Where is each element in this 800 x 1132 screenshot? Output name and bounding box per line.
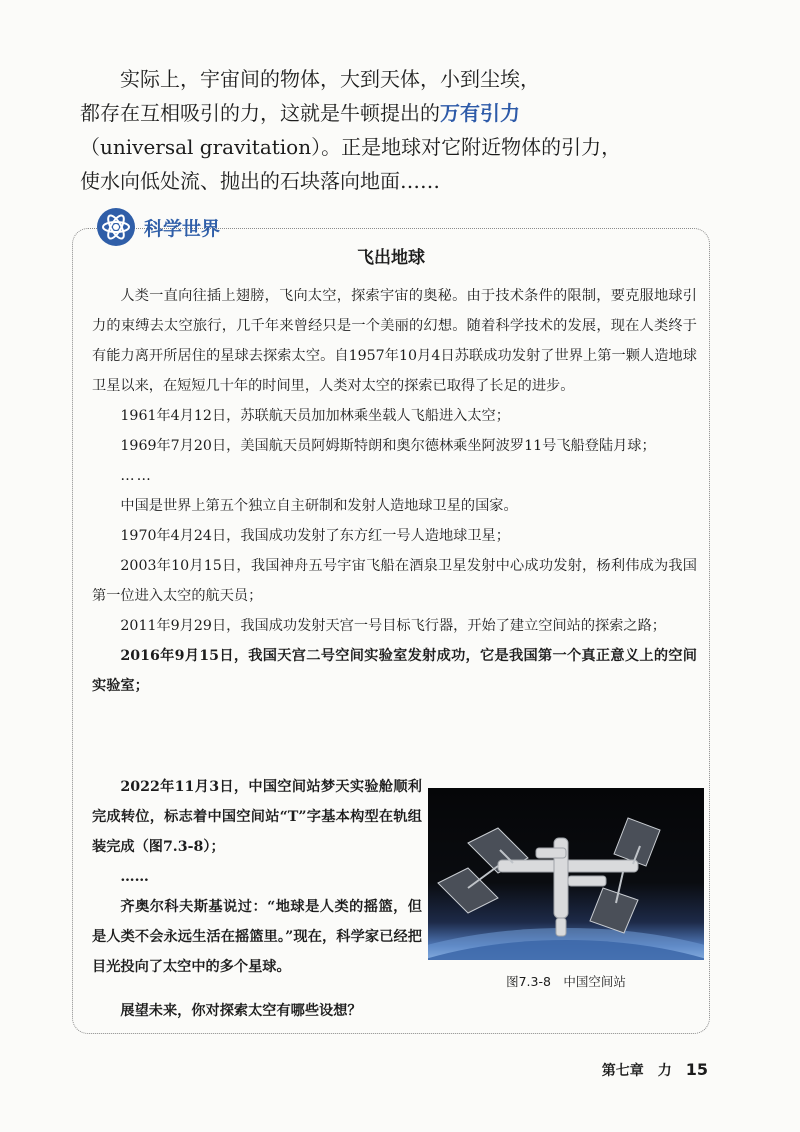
space-station-photo xyxy=(428,788,704,960)
figure-caption: 图7.3-8 中国空间站 xyxy=(506,974,626,989)
space-station-illustration xyxy=(428,788,704,960)
chapter-label: 第七章 力 xyxy=(601,1063,672,1079)
page-footer xyxy=(602,1060,708,1080)
paragraph: 2003年10月15日，我国神舟五号宇宙飞船在酒泉卫星发射中心成功发射，杨利伟成为我国第一位进入太空的航天员； xyxy=(92,558,697,604)
paragraph: 中国是世界上第五个独立自主研制和发射人造地球卫星的国家。 xyxy=(120,498,518,514)
paragraph: 齐奥尔科夫斯基说过：“地球是人类的摇篮，但是人类不会永远生活在摇篮里。”现在，科学家已经把目光投向了太空中的多个星球。 xyxy=(92,899,422,975)
page-number: 15 xyxy=(685,1060,708,1079)
closing-question: 展望未来，你对探索太空有哪些设想？ xyxy=(120,1003,362,1019)
paragraph: 人类一直向往插上翅膀，飞向太空，探索宇宙的奥秘。由于技术条件的限制，要克服地球引力的束缚去太空旅行，几千年来曾经只是一个美丽的幻想。随着科学技术的发展，现在人类终于有能力离开所居住的星球去探索太空。自1957年10月4日苏联成功发射了世界上第一颗人造地球卫星以来，在短短几十年的时间里，人类对太空的探索已取得了长足的进步。 xyxy=(92,288,697,394)
paragraph: 2016年9月15日，我国天宫二号空间实验室发射成功，它是我国第一个真正意义上的空间实验室； xyxy=(92,648,697,694)
paragraph: 2022年11月3日，中国空间站梦天实验舱顺利完成转位，标志着中国空间站“T”字基本构型在轨组装完成（图7.3-8）； xyxy=(92,779,422,855)
paragraph: 1961年4月12日，苏联航天员加加林乘坐载人飞船进入太空； xyxy=(120,408,510,424)
key-term: 万有引力 xyxy=(440,101,520,125)
box-body xyxy=(92,281,697,701)
intro-line-2 xyxy=(80,96,540,130)
paragraph: 1970年4月24日，我国成功发射了东方红一号人造地球卫星； xyxy=(120,528,510,544)
ellipsis: …… xyxy=(120,468,153,484)
box-lower-text xyxy=(92,772,422,982)
box-title: 飞出地球 xyxy=(357,248,425,268)
section-title: 科学世界 xyxy=(144,217,221,240)
intro-line-2-text: 都存在互相吸引的力，这就是牛顿提出的 xyxy=(80,101,440,125)
intro-line-4: 使水向低处流、抛出的石块落向地面…… xyxy=(80,169,440,193)
intro-line-1: 实际上，宇宙间的物体，大到天体，小到尘埃， xyxy=(120,67,540,91)
paragraph: 2011年9月29日，我国成功发射天宫一号目标飞行器，开始了建立空间站的探索之路； xyxy=(120,618,666,634)
paragraph: 1969年7月20日，美国航天员阿姆斯特朗和奥尔德林乘坐阿波罗11号飞船登陆月球； xyxy=(120,438,656,454)
atom-icon xyxy=(96,207,136,247)
intro-line-3: （universal gravitation）。正是地球对它附近物体的引力， xyxy=(80,135,622,159)
ellipsis: …… xyxy=(120,869,149,885)
intro-paragraph xyxy=(80,62,622,198)
